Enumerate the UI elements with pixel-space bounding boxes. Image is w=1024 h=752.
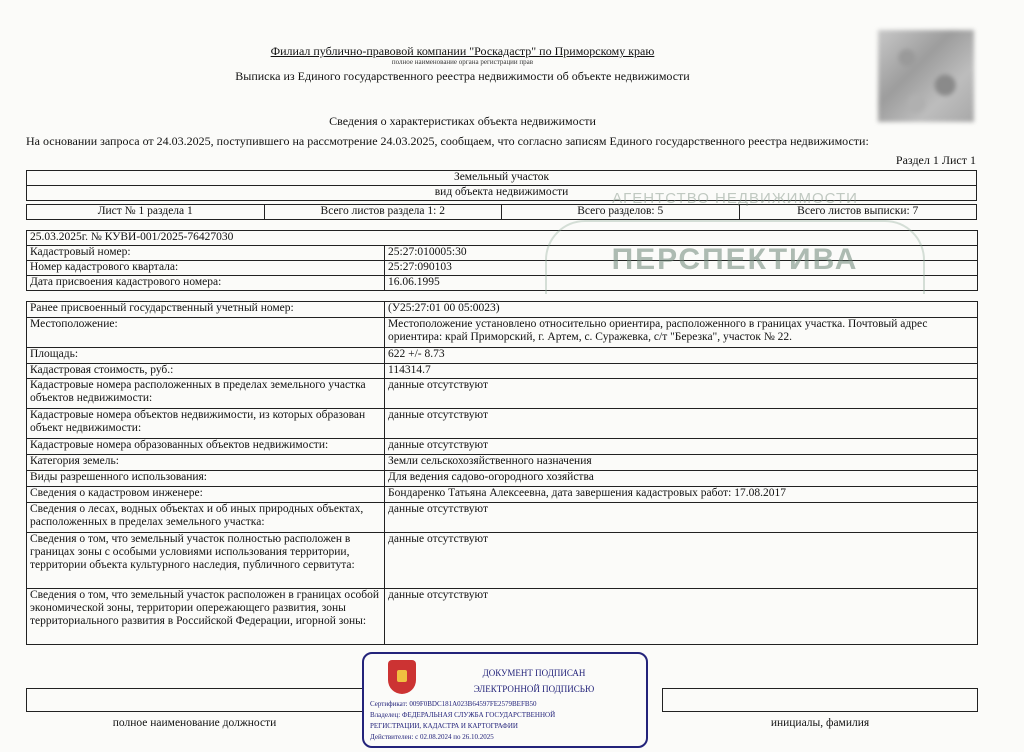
row-label: Местоположение: (27, 318, 385, 348)
row-value: 622 +/- 8.73 (385, 348, 978, 364)
table-row (27, 503, 978, 533)
name-caption: инициалы, фамилия (770, 716, 870, 729)
row-label: Кадастровые номера образованных объектов недвижимости: (27, 439, 385, 455)
object-type: Земельный участок (27, 171, 977, 186)
row-label: Кадастровые номера расположенных в пределах земельного участка объектов недвижимости: (27, 379, 385, 409)
table-row (27, 379, 978, 409)
row-label: Сведения о том, что земельный участок расположен в границах особой экономической зоны, территории опережающего развития, зоны территориального развития в Российской Федерации, игорной зоны: (27, 589, 385, 645)
watermark-big-text: ПЕРСПЕКТИВА (611, 243, 859, 276)
sheet-number: Лист № 1 раздела 1 (27, 205, 265, 220)
table-row (27, 364, 978, 379)
stamp-certificate: Сертификат: 009F0BDC181A023B64597FE2579BEFB50 (370, 700, 537, 708)
row-value: 25:27:090103 (385, 261, 978, 276)
table-row (27, 318, 978, 348)
org-name: Филиал публично-правовой компании "Роскадастр" по Приморскому краю (270, 44, 655, 58)
sections-total: Всего разделов: 5 (502, 205, 740, 220)
cadastral-main-table (26, 301, 978, 645)
sheets-in-section: Всего листов раздела 1: 2 (264, 205, 502, 220)
table-row (27, 261, 978, 276)
stamp-owner-2: РЕГИСТРАЦИИ, КАДАСТРА И КАРТОГРАФИИ (370, 722, 518, 730)
row-value: данные отсутствуют (385, 379, 978, 409)
object-header-table (26, 170, 977, 220)
row-value: (У25:27:01 00 05:0023) (385, 302, 978, 318)
row-label: Сведения о кадастровом инженере: (27, 487, 385, 503)
section-sheet: Раздел 1 Лист 1 (895, 153, 976, 167)
row-label: Дата присвоения кадастрового номера: (27, 276, 385, 291)
row-value: Бондаренко Татьяна Алексеевна, дата завершения кадастровых работ: 17.08.2017 (385, 487, 978, 503)
section-title: Сведения о характеристиках объекта недвижимости (329, 114, 596, 128)
table-row (27, 455, 978, 471)
qr-code-blurred (878, 30, 974, 122)
doc-reference: 25.03.2025г. № КУВИ-001/2025-76427030 (27, 231, 978, 246)
basis-text: На основании запроса от 24.03.2025, поступившего на рассмотрение 24.03.2025, сообщаем, что согласно записям Единого государственного реестра недвижимости: (26, 134, 869, 148)
e-signature-stamp (362, 652, 648, 748)
table-row (27, 533, 978, 589)
row-label: Виды разрешенного использования: (27, 471, 385, 487)
table-row (27, 409, 978, 439)
stamp-validity: Действителен: с 02.08.2024 по 26.10.2025 (370, 733, 494, 741)
row-label: Сведения о лесах, водных объектах и об иных природных объектах, расположенных в пределах земельного участка: (27, 503, 385, 533)
row-value: данные отсутствуют (385, 503, 978, 533)
row-label: Сведения о том, что земельный участок полностью расположен в границах зоны с особыми условиями использования территории, территории объекта культурного наследия, публичного сервитута: (27, 533, 385, 589)
table-row (27, 276, 978, 291)
object-type-caption: вид объекта недвижимости (27, 186, 977, 201)
table-row (27, 589, 978, 645)
row-value: Местоположение установлено относительно ориентира, расположенного в границах участка. Почтовый адрес ориентира: край Приморский, г. Артем, с. Суражевка, с/т "Березка", участок № 22. (385, 318, 978, 348)
stamp-owner-1: Владелец: ФЕДЕРАЛЬНАЯ СЛУЖБА ГОСУДАРСТВЕННОЙ (370, 711, 556, 719)
row-value: данные отсутствуют (385, 533, 978, 589)
extract-title: Выписка из Единого государственного реестра недвижимости об объекте недвижимости (235, 69, 690, 83)
row-value: Земли сельскохозяйственного назначения (385, 455, 978, 471)
table-row (27, 487, 978, 503)
row-label: Кадастровая стоимость, руб.: (27, 364, 385, 379)
position-field (27, 689, 363, 712)
stamp-title-1: ДОКУМЕНТ ПОДПИСАН (482, 668, 586, 678)
row-value: данные отсутствуют (385, 439, 978, 455)
table-row (27, 302, 978, 318)
table-row (27, 348, 978, 364)
position-caption: полное наименование должности (112, 716, 277, 729)
row-label: Категория земель: (27, 455, 385, 471)
row-value: Для ведения садово-огородного хозяйства (385, 471, 978, 487)
row-value: данные отсутствуют (385, 409, 978, 439)
table-row (27, 246, 978, 261)
row-label: Ранее присвоенный государственный учетный номер: (27, 302, 385, 318)
sheets-total: Всего листов выписки: 7 (739, 205, 977, 220)
coat-of-arms-icon (388, 660, 416, 694)
row-value: данные отсутствуют (385, 589, 978, 645)
row-value: 16.06.1995 (385, 276, 978, 291)
cadastral-top-table (26, 230, 978, 291)
row-value: 114314.7 (385, 364, 978, 379)
row-value: 25:27:010005:30 (385, 246, 978, 261)
stamp-title-2: ЭЛЕКТРОННОЙ ПОДПИСЬЮ (473, 684, 595, 694)
table-row (27, 471, 978, 487)
row-label: Кадастровые номера объектов недвижимости, из которых образован объект недвижимости: (27, 409, 385, 439)
org-caption: полное наименование органа регистрации прав (391, 58, 534, 66)
row-label: Кадастровый номер: (27, 246, 385, 261)
row-label: Номер кадастрового квартала: (27, 261, 385, 276)
table-row (27, 439, 978, 455)
watermark-small-text: АГЕНТСТВО НЕДВИЖИМОСТИ (612, 190, 858, 207)
row-label: Площадь: (27, 348, 385, 364)
name-field (663, 689, 978, 712)
